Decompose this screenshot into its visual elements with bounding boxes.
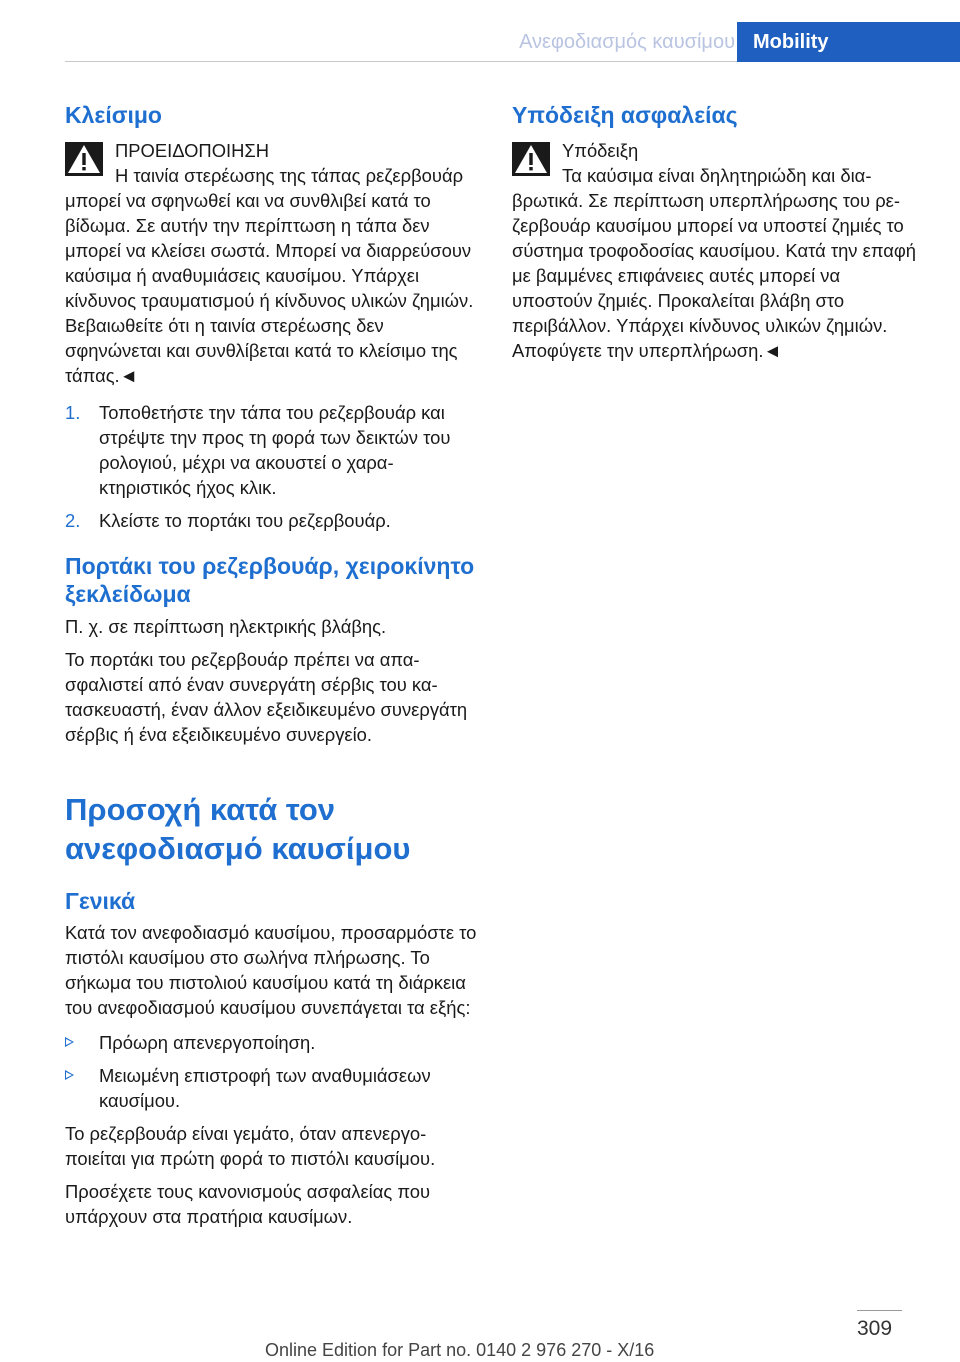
bullet-text: Πρόωρη απενεργοποίηση. [99,1032,316,1053]
list-item [65,1063,478,1113]
heading-general: Γενικά [65,888,136,914]
step-text: Κλείστε το πορτάκι του ρεζερβουάρ. [99,510,391,531]
triangle-bullet-icon [65,1037,74,1047]
page-header [0,22,960,62]
steps-list [65,400,478,533]
bullets-list [65,1030,478,1113]
edition-note: Online Edition for Part no. 0140 2 976 270 - X/16 [265,1340,655,1360]
right-column [512,100,925,363]
notice-box [512,138,925,363]
warning-box [65,138,478,388]
left-column [65,100,478,1229]
heading-safety-note: Υπόδειξη ασφαλείας [512,102,738,128]
footer-divider [857,1310,902,1311]
step-number: 2. [65,510,81,531]
step-text: Τοποθετήστε την τάπα του ρεζερβουάρ και στρέψτε την προς τη φορά των δεικτών του ρολογιού, μέχρι να ακουστεί ο χαρακτηριστικός ήχος κλικ. [99,402,451,498]
step-number: 1. [65,402,81,423]
paragraph: Το ρεζερβουάρ είναι γεμάτο, όταν απενεργοποιείται για πρώτη φορά το πιστόλι καυσίμου. [65,1123,436,1169]
paragraph: Π. χ. σε περίπτωση ηλεκτρικής βλάβης. [65,616,387,637]
list-item [65,1030,478,1055]
heading-refuel-care: Προσοχή κατά τον ανεφοδιασμό καυσίμου [65,792,411,866]
heading-closing: Κλείσιμο [65,102,162,128]
header-divider [65,61,737,62]
list-item [65,400,478,500]
warning-text: Η ταινία στερέωσης της τάπας ρεζερβουάρ μπορεί να σφηνωθεί και να συνθλιβεί κατά το βίδωμα. Σε αυτήν την περίπτωση η τάπα δεν μπορεί να κλείσει σωστά. Μπορεί να διαρρεύσουν καύσιμα ή αναθυμιάσεις καυσίμου. Υπάρχει κίνδυνος τραυματισμού ή κίνδυνος υλικών ζημιών. Βεβαιωθείτε ότι η ταινία στερέωσης δεν σφηνώνεται και συνθλίβεται κατά το κλείσιμο της τάπας.◄ [65,165,474,386]
warning-title: ΠΡΟΕΙΔΟΠΟΙΗΣΗ [115,140,270,161]
warning-triangle-icon [512,142,550,176]
bullet-text: Μειωμένη επιστροφή των αναθυμιάσεων καυσίμου. [99,1065,431,1111]
warning-triangle-icon [65,142,103,176]
paragraph: Το πορτάκι του ρεζερβουάρ πρέπει να απασφαλιστεί από έναν συνεργάτη σέρβις του κατασκευαστή, έναν άλλον εξειδικευμένο συνεργάτη σέρβις ή ένα εξειδικευμένο συνεργείο. [65,649,468,745]
notice-title: Υπόδειξη [562,140,639,161]
header-section-title: Ανεφοδιασμός καυσίμου [519,31,735,53]
notice-text: Τα καύσιμα είναι δηλητηριώδη και διαβρωτικά. Σε περίπτωση υπερπλήρωσης του ρεζερβουάρ καυσίμου μπορεί να υποστεί ζημιές το σύστημα τροφοδοσίας καυσίμου. Κατά την επαφή με βαμμένες επιφάνειες αυτές μπορεί να υποστούν ζημιές. Προκαλείται βλάβη στο περιβάλλον. Υπάρχει κίνδυνος υλικών ζημιών. Αποφύγετε την υπερπλήρωση.◄ [512,165,917,361]
heading-manual-unlock: Πορτάκι του ρεζερβουάρ, χειροκίνητο ξεκλείδωμα [65,553,475,607]
list-item [65,508,478,533]
header-tab-mobility[interactable]: Mobility [737,22,960,62]
triangle-bullet-icon [65,1070,74,1080]
paragraph: Προσέχετε τους κανονισμούς ασφαλείας που υπάρχουν στα πρατήρια καυσίμων. [65,1181,431,1227]
paragraph: Κατά τον ανεφοδιασμό καυσίμου, προσαρμόστε το πιστόλι καυσίμου στο σωλήνα πλήρωσης. Το σήκωμα του πιστολιού καυσίμου κατά τη διάρκεια του ανεφοδιασμού καυσίμου συνεπάγεται τα εξής: [65,922,477,1018]
page-number: 309 [857,1317,893,1340]
